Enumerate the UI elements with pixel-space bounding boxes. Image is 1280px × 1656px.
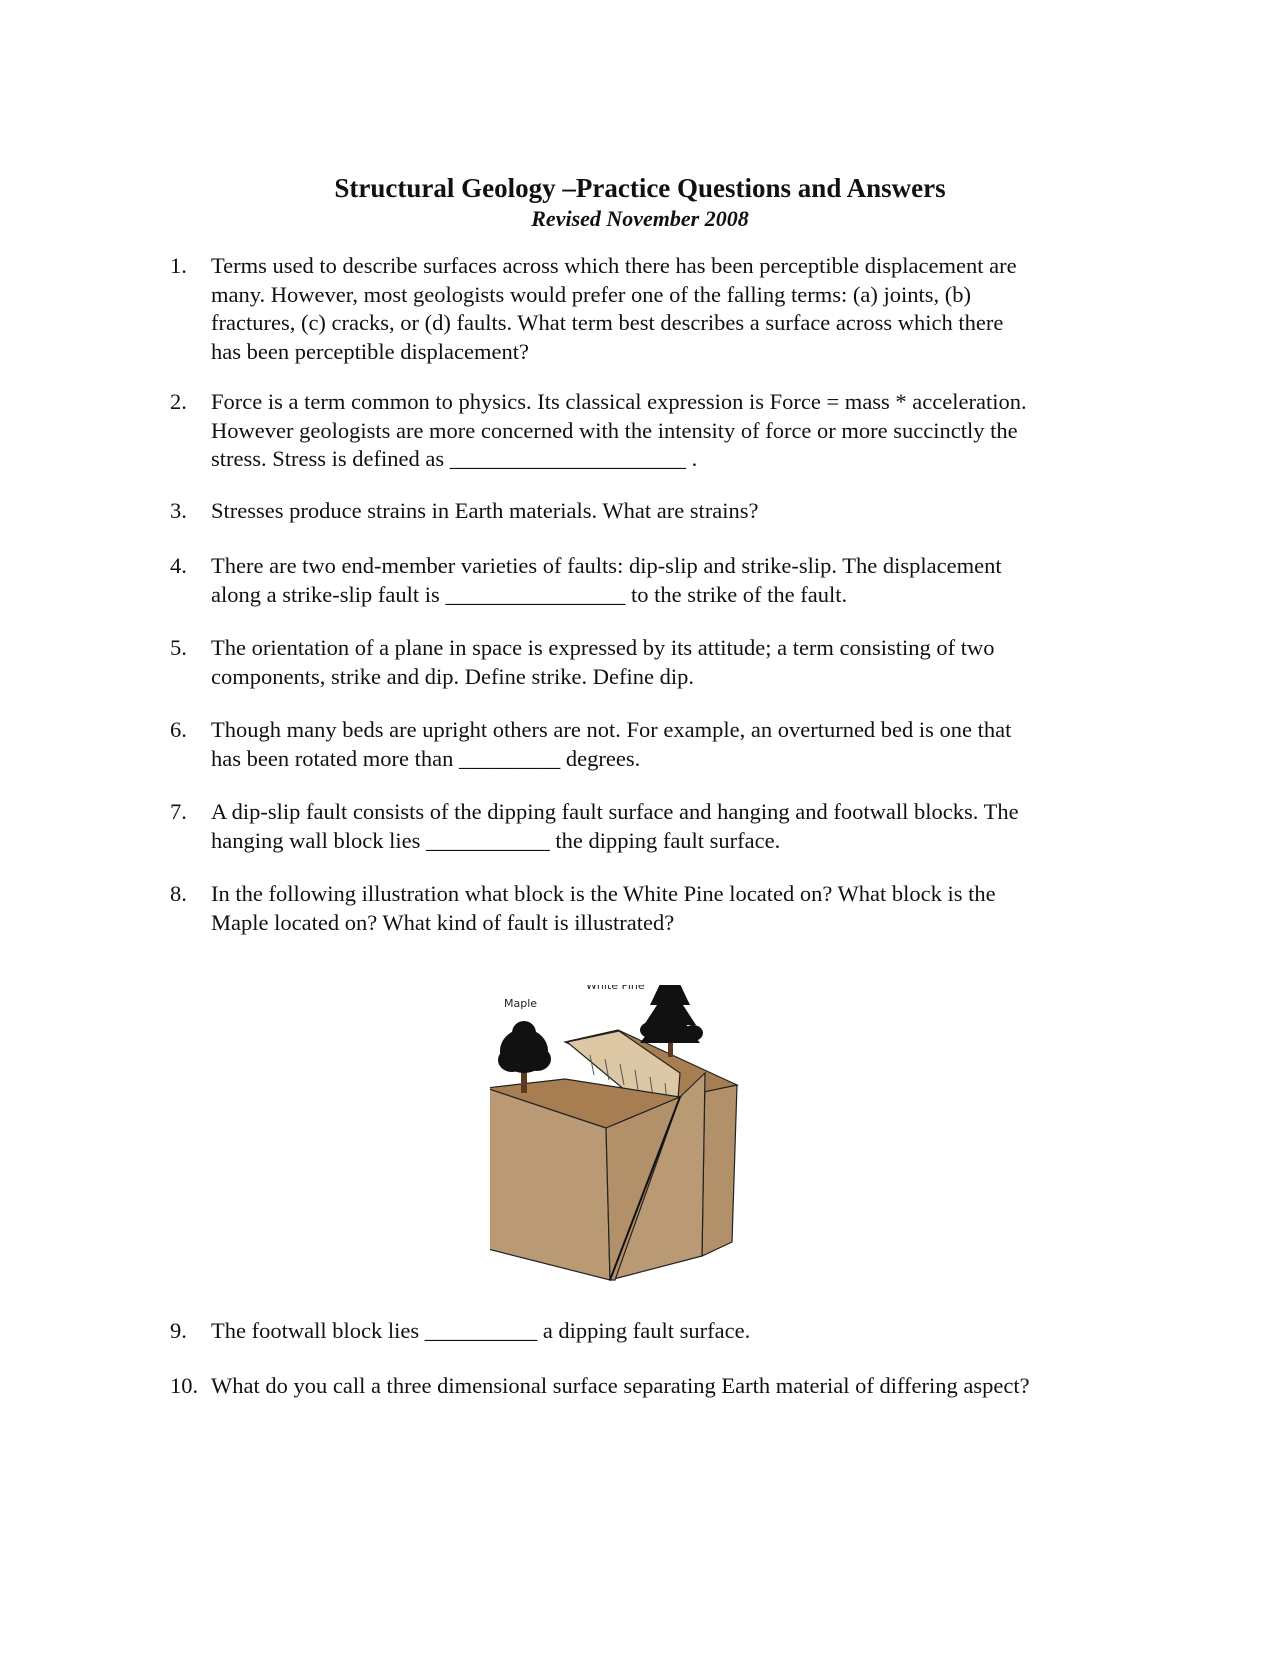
question-number: 2. [170,389,187,414]
question-text: Though many beds are upright others are not. For example, an overturned bed is one that has been rotated more than _________ degrees. [211,717,1012,771]
question-number: 4. [170,553,187,578]
question-text: In the following illustration what block is the White Pine located on? What block is the Maple located on? What kind of fault is illustrated? [211,881,996,935]
question-number: 1. [170,253,187,278]
page-title: Structural Geology –Practice Questions and Answers [334,173,946,203]
page-subtitle: Revised November 2008 [531,206,749,231]
question-number: 8. [170,881,187,906]
question-text: There are two end-member varieties of faults: dip-slip and strike-slip. The displacement along a strike-slip fault is ________________ to the strike of the fault. [211,553,1002,607]
question-text: The footwall block lies __________ a dipping fault surface. [211,1318,751,1343]
question-text: What do you call a three dimensional surface separating Earth material of differing aspect? [211,1373,1030,1398]
question-text: Force is a term common to physics. Its classical expression is Force = mass * acceleration. However geologists are more concerned with the intensity of force or more succinctly the stress. Stress is defined as _____________________ . [211,389,1027,471]
question-text: A dip-slip fault consists of the dipping fault surface and hanging and footwall blocks. The hanging wall block lies ___________ the dipping fault surface. [211,799,1019,853]
footwall-right-face [702,1073,737,1256]
question-number: 10. [170,1373,199,1398]
maple-foliage [498,1021,551,1073]
question-number: 5. [170,635,187,660]
label-maple: Maple [504,997,538,1010]
fault-block-illustration [490,985,770,1325]
question-text: The orientation of a plane in space is expressed by its attitude; a term consisting of two components, strike and dip. Define strike. Define dip. [211,635,995,689]
white-pine-foliage [640,985,703,1043]
label-white-pine: White Pine [586,985,645,992]
question-text: Terms used to describe surfaces across which there has been perceptible displacement are many. However, most geologists would prefer one of the falling terms: (a) joints, (b) fractures, (c) cracks, or (d) faults. What term best describes a surface across which there has been perceptible displacement? [211,253,1017,364]
question-text: Stresses produce strains in Earth materials. What are strains? [211,498,759,523]
question-number: 9. [170,1318,187,1343]
question-number: 7. [170,799,187,824]
question-number: 6. [170,717,187,742]
question-number: 3. [170,498,187,523]
